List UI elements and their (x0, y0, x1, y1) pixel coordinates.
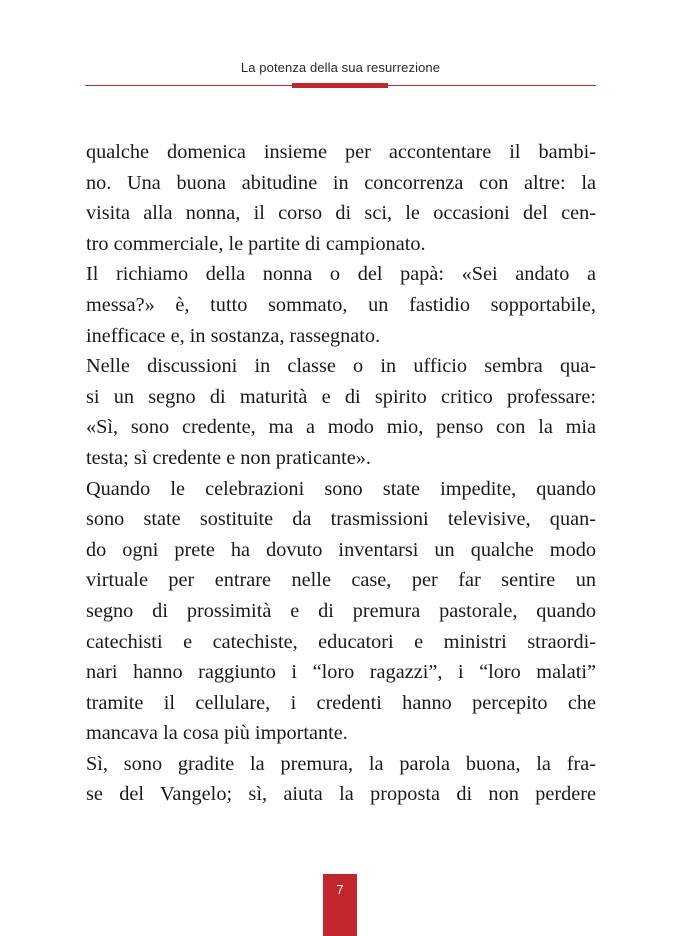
text-line: tramite il cellulare, i credenti hanno percepito che (86, 691, 596, 714)
text-line: Nelle discussioni in classe o in ufficio sembra qua- (86, 355, 596, 378)
header-accent-bar (292, 83, 388, 88)
text-line: visita alla nonna, il corso di sci, le occasioni del cen- (86, 202, 596, 225)
text-line: «Sì, sono credente, ma a modo mio, penso con la mia (86, 416, 596, 439)
text-line: catechisti e catechiste, educatori e ministri straordi- (86, 630, 596, 653)
page-number-tab (323, 874, 357, 936)
text-line: messa?» è, tutto sommato, un fastidio sopportabile, (86, 293, 596, 316)
text-line: Sì, sono gradite la premura, la parola buona, la fra- (86, 752, 596, 775)
text-line: sono state sostituite da trasmissioni televisive, quan- (86, 508, 596, 531)
text-line: mancava la cosa più importante. (86, 722, 348, 745)
text-line: segno di prossimità e di premura pastorale, quando (86, 599, 596, 622)
page-number: 7 (336, 882, 344, 897)
text-line: Il richiamo della nonna o del papà: «Sei andato a (86, 263, 596, 286)
text-line: se del Vangelo; sì, aiuta la proposta di non perdere (86, 783, 596, 806)
header-title: La potenza della sua resurrezione (240, 60, 441, 75)
text-line: Quando le celebrazioni sono state impedite, quando (86, 477, 596, 500)
text-line: no. Una buona abitudine in concorrenza con altre: la (86, 171, 596, 194)
text-line: si un segno di maturità e di spirito critico professare: (86, 385, 596, 408)
text-line: testa; sì credente e non praticante». (86, 446, 371, 469)
text-line: do ogni prete ha dovuto inventarsi un qualche modo (86, 538, 596, 561)
text-line: virtuale per entrare nelle case, per far sentire un (86, 569, 596, 592)
text-line: nari hanno raggiunto i “loro ragazzi”, i “loro malati” (86, 661, 596, 684)
text-line: tro commerciale, le partite di campionato. (86, 232, 426, 255)
text-line: qualche domenica insieme per accontentare il bambi- (86, 141, 596, 163)
body-text (86, 137, 596, 810)
text-line: inefficace e, in sostanza, rassegnato. (86, 324, 381, 347)
